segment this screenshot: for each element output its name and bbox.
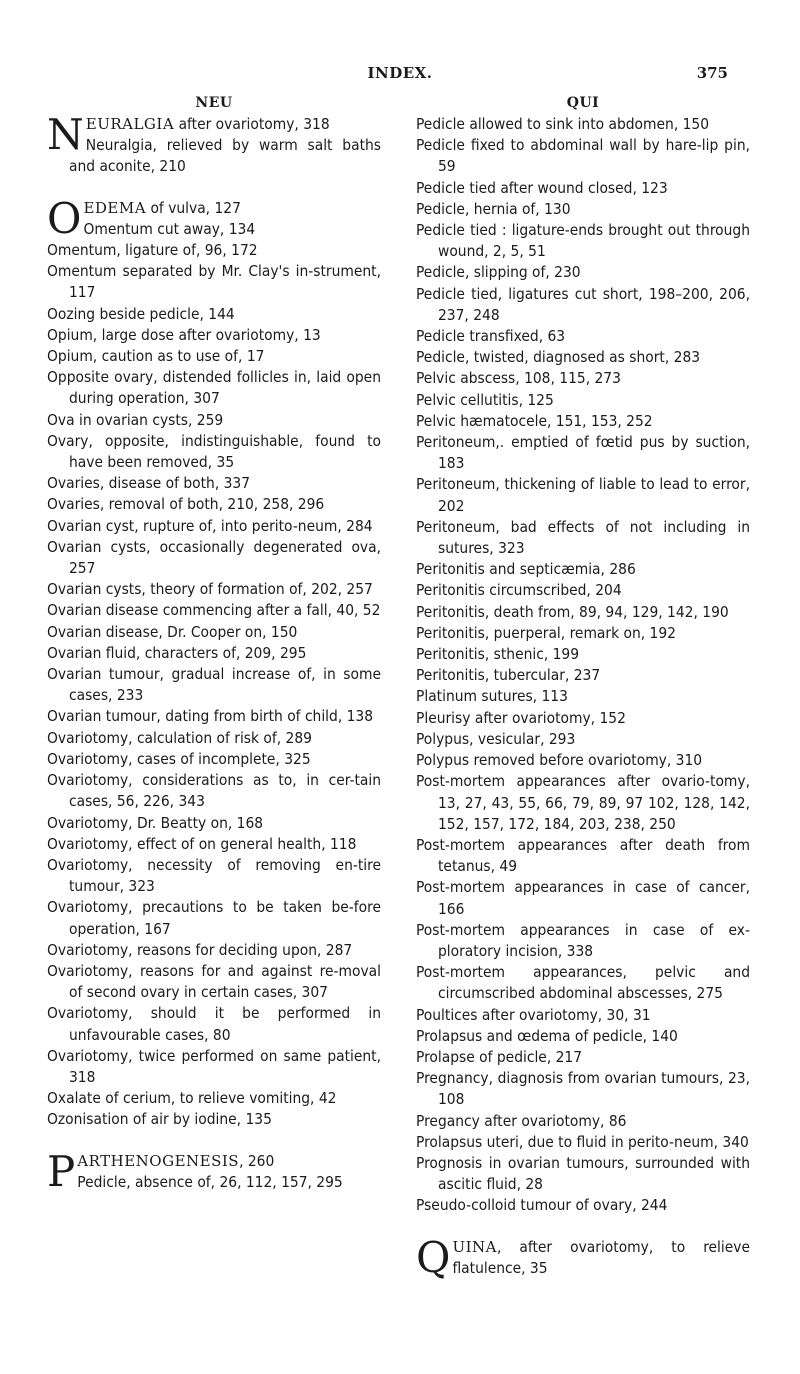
index-entry: Prolapse of pedicle, 217 (416, 1047, 583, 1066)
index-entry: Ovariotomy, twice performed on same patient, 318 (47, 1046, 381, 1086)
index-entry: Ovarian tumour, dating from birth of child, 138 (47, 707, 374, 726)
index-entry: Pelvic hæmatocele, 151, 153, 252 (416, 411, 653, 430)
index-entry: Opium, caution as to use of, 17 (47, 347, 265, 366)
index-entry: Pedicle tied after wound closed, 123 (416, 178, 668, 197)
index-entry: Post-mortem appearances, pelvic and circumscribed abdominal abscesses, 275 (416, 963, 750, 1003)
index-entry: Pregancy after ovariotomy, 86 (416, 1111, 627, 1130)
section-lead-entry (416, 1232, 750, 1282)
index-entry: Pelvic cellutitis, 125 (416, 390, 554, 409)
page-header (0, 64, 800, 88)
index-entry: Peritonitis, puerperal, remark on, 192 (416, 623, 676, 642)
index-entry: Ovariotomy, considerations as to, in cer-tain cases, 56, 226, 343 (47, 771, 381, 811)
lead-headword: EDEMA (83, 198, 147, 217)
index-entry: Ovariotomy, effect of on general health, 118 (47, 834, 357, 853)
index-entry: Ova in ovarian cysts, 259 (47, 410, 224, 429)
drop-cap-initial: N (47, 110, 84, 159)
index-entry: Peritonitis, tubercular, 237 (416, 666, 601, 685)
index-entry: Prolapsus and œdema of pedicle, 140 (416, 1026, 678, 1045)
index-entry: Pelvic abscess, 108, 115, 273 (416, 369, 621, 388)
drop-cap-initial: O (47, 193, 82, 243)
index-entry: Peritonitis circumscribed, 204 (416, 581, 622, 600)
index-entry: Pedicle, hernia of, 130 (416, 199, 571, 218)
index-entry: Oozing beside pedicle, 144 (47, 304, 235, 323)
section-n (47, 110, 381, 178)
lead-headword: ARTHENOGENESIS (77, 1151, 240, 1170)
index-entry: Ovariotomy, reasons for deciding upon, 287 (47, 940, 353, 959)
index-entry: Ovarian cysts, theory of formation of, 202, 257 (47, 580, 373, 599)
index-entry: Ovariotomy, reasons for and against re-moval of second ovary in certain cases, 307 (47, 961, 381, 1002)
index-entry: Platinum sutures, 113 (416, 687, 568, 706)
index-entry: Ovarian cysts, occasionally degenerated ova, 257 (47, 537, 381, 578)
drop-cap-initial: P (47, 1146, 76, 1196)
index-entry: Pseudo-colloid tumour of ovary, 244 (416, 1196, 668, 1215)
right-entries (416, 114, 750, 1217)
index-entry: Ovariotomy, calculation of risk of, 289 (47, 728, 312, 747)
index-entry: Pleurisy after ovariotomy, 152 (416, 708, 626, 727)
index-entry: Pregnancy, diagnosis from ovarian tumours, 23, 108 (416, 1069, 750, 1109)
page-title: INDEX. (367, 64, 433, 82)
index-entry: Ovariotomy, Dr. Beatty on, 168 (47, 813, 264, 832)
lead-headword: EURALGIA (85, 115, 175, 133)
index-entry: Pedicle fixed to abdominal wall by hare-lip pin, 59 (416, 136, 750, 176)
index-entry: Peritonitis, sthenic, 199 (416, 645, 580, 664)
lead-text: after ovariotomy, 318 (174, 115, 330, 133)
index-entry: Ovariotomy, necessity of removing en-tire tumour, 323 (47, 855, 381, 896)
index-entry: Peritonitis and septicæmia, 286 (416, 560, 636, 579)
right-column (416, 92, 750, 1282)
index-entry: Pedicle tied : ligature-ends brought out through wound, 2, 5, 51 (416, 221, 750, 261)
index-entry: Ovarian tumour, gradual increase of, in some cases, 233 (47, 665, 381, 705)
section-p (47, 1146, 381, 1196)
index-entry: Ovariotomy, precautions to be taken be-fore operation, 167 (47, 898, 381, 938)
index-entry: Ovaries, removal of both, 210, 258, 296 (47, 495, 325, 514)
index-entry: Pedicle transfixed, 63 (416, 327, 566, 346)
lead-headword: UINA (452, 1237, 497, 1256)
index-entry: Polypus removed before ovariotomy, 310 (416, 751, 703, 770)
index-entry: Pedicle, absence of, 26, 112, 157, 295 (77, 1172, 343, 1191)
index-entry: Peritoneum,. emptied of fœtid pus by suction, 183 (416, 433, 750, 473)
index-entry: Ovarian cyst, rupture of, into perito-neum, 284 (47, 516, 373, 535)
index-entry: Peritoneum, bad effects of not including in sutures, 323 (416, 517, 750, 558)
index-entry: Post-mortem appearances in case of ex-ploratory incision, 338 (416, 920, 750, 960)
lead-text: , after ovariotomy, to relieve flatulence, 35 (452, 1237, 750, 1277)
index-entry: Ovariotomy, should it be performed in unfavourable cases, 80 (47, 1004, 381, 1044)
index-entry: Oxalate of cerium, to relieve vomiting, 42 (47, 1089, 337, 1108)
drop-cap-initial: Q (416, 1232, 451, 1282)
index-entry: Prolapsus uteri, due to fluid in perito-neum, 340 (416, 1132, 749, 1151)
index-entry: Post-mortem appearances after death from tetanus, 49 (416, 835, 750, 876)
index-entry: Omentum separated by Mr. Clay's in-strument, 117 (47, 262, 381, 302)
index-entry: Poultices after ovariotomy, 30, 31 (416, 1005, 651, 1024)
left-running-head: NEU (195, 95, 233, 111)
index-entry: Pedicle allowed to sink into abdomen, 150 (416, 115, 710, 133)
lead-text: , 260 (239, 1151, 275, 1170)
index-entry: Neuralgia, relieved by warm salt baths and aconite, 210 (69, 136, 381, 176)
index-entry: Post-mortem appearances in case of cancer, 166 (416, 878, 750, 918)
section-q (416, 1232, 750, 1282)
index-entry: Ovary, opposite, indistinguishable, found to have been removed, 35 (47, 431, 381, 472)
index-entry: Polypus, vesicular, 293 (416, 729, 576, 748)
right-running-head: QUI (566, 95, 600, 111)
left-column (47, 92, 381, 1196)
index-entry: Pedicle tied, ligatures cut short, 198–200, 206, 237, 248 (416, 284, 750, 324)
index-entry: Post-mortem appearances after ovario-tomy, 13, 27, 43, 55, 66, 79, 89, 97 102, 128, 142, 152, 157, 172, 184, 203, 238, 250 (416, 772, 750, 833)
index-entry: Ovaries, disease of both, 337 (47, 474, 251, 493)
index-entry: Omentum, ligature of, 96, 172 (47, 241, 258, 260)
index-entry: Ovariotomy, cases of incomplete, 325 (47, 749, 311, 768)
index-entry: Ozonisation of air by iodine, 135 (47, 1110, 272, 1129)
index-entry: Ovarian fluid, characters of, 209, 295 (47, 643, 307, 662)
index-entry: Ovarian disease, Dr. Cooper on, 150 (47, 622, 298, 641)
section-o (47, 193, 381, 1131)
index-entry: Pedicle, twisted, diagnosed as short, 283 (416, 348, 701, 367)
index-entry: Opposite ovary, distended follicles in, laid open during operation, 307 (47, 368, 381, 408)
index-entry: Pedicle, slipping of, 230 (416, 263, 581, 282)
index-entry: Omentum cut away, 134 (83, 219, 256, 238)
index-entry: Ovarian disease commencing after a fall, 40, 52 (47, 601, 381, 620)
index-entry: Peritonitis, death from, 89, 94, 129, 142, 190 (416, 602, 729, 621)
index-entry: Peritoneum, thickening of liable to lead to error, 202 (416, 475, 750, 515)
page-number: 375 (696, 64, 728, 82)
left-sections (47, 110, 381, 1196)
index-entry: Prognosis in ovarian tumours, surrounded with ascitic fluid, 28 (416, 1153, 750, 1194)
lead-text: of vulva, 127 (146, 198, 241, 217)
index-entry: Opium, large dose after ovariotomy, 13 (47, 325, 321, 344)
